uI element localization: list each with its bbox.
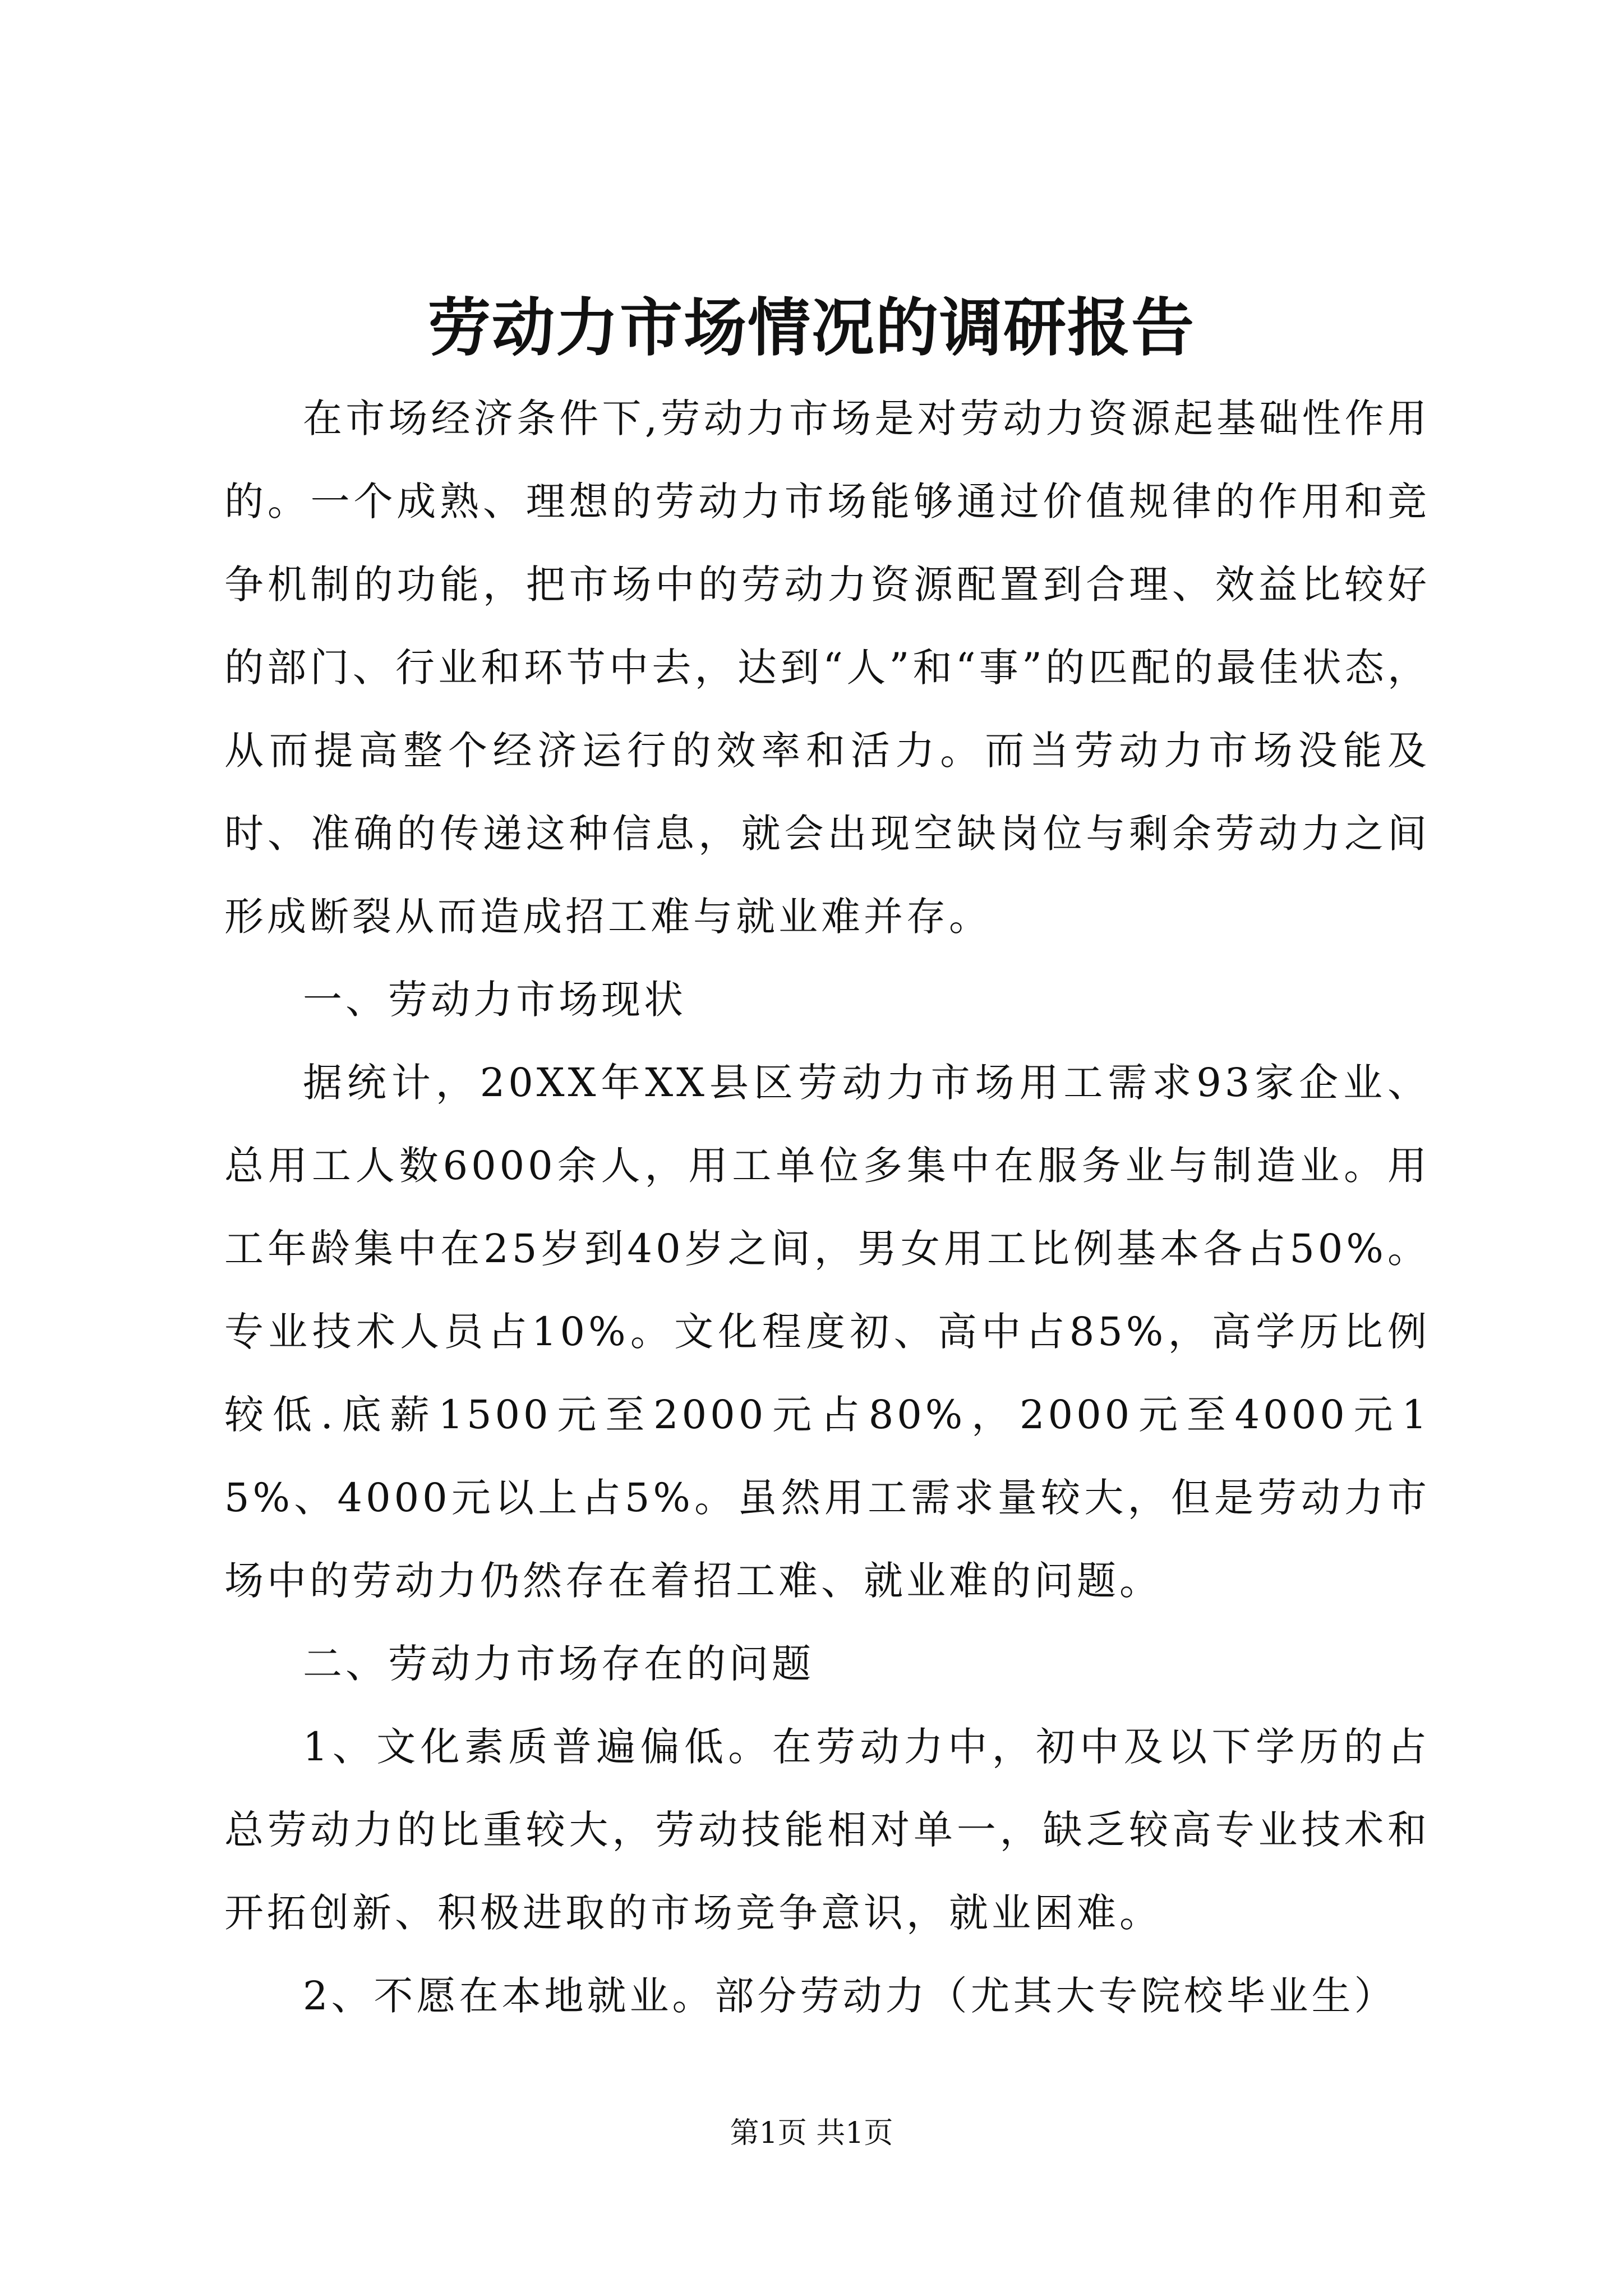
paragraph-statistics: 据统计，20XX年XX县区劳动力市场用工需求93家企业、总用工人数6000余人，用工单位多集中在服务业与制造业。用工年龄集中在25岁到40岁之间，男女用工比例基本各占50%。专业技术人员占10%。文化程度初、高中占85%，高学历比例较低.底薪1500元至2000元占80%，2000元至4000元15%、4000元以上占5%。虽然用工需求量较大，但是劳动力市场中的劳动力仍然存在着招工难、就业难的问题。 bbox=[224, 1060, 1430, 1604]
paragraph-problem-1: 1、文化素质普遍偏低。在劳动力中，初中及以下学历的占总劳动力的比重较大，劳动技能相对单一，缺乏较高专业技术和开拓创新、积极进取的市场竞争意识，就业困难。 bbox=[224, 1724, 1430, 1936]
section-heading-status: 一、劳动力市场现状 bbox=[303, 977, 686, 1023]
paragraph-problem-2: 2、不愿在本地就业。部分劳动力（尤其大专院校毕业生） bbox=[303, 1973, 1397, 2019]
page-number-footer: 第1页 共1页 bbox=[730, 2116, 893, 2150]
document-title: 劳动力市场情况的调研报告 bbox=[428, 291, 1195, 365]
paragraph-intro: 在市场经济条件下,劳动力市场是对劳动力资源起基础性作用的。一个成熟、理想的劳动力市场能够通过价值规律的作用和竞争机制的功能，把市场中的劳动力资源配置到合理、效益比较好的部门、行业和环节中去，达到“人”和“事”的匹配的最佳状态，从而提高整个经济运行的效率和活力。而当劳动力市场没能及时、准确的传递这种信息，就会出现空缺岗位与剩余劳动力之间形成断裂从而造成招工难与就业难并存。 bbox=[224, 395, 1430, 940]
section-heading-problems: 二、劳动力市场存在的问题 bbox=[303, 1641, 814, 1687]
document-body bbox=[224, 377, 1430, 2037]
